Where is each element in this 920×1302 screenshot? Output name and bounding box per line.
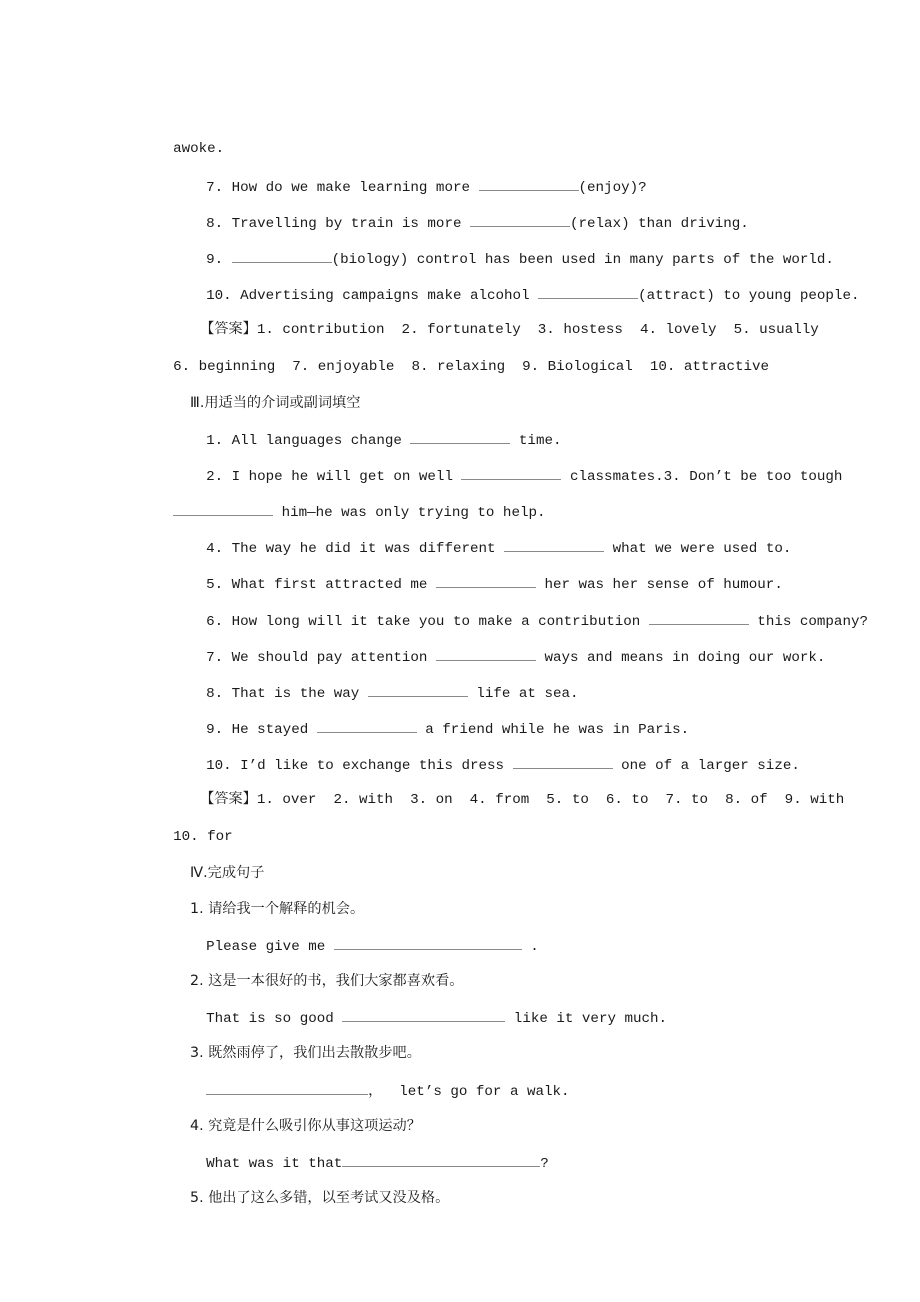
question-text: (relax) than driving. — [570, 216, 749, 232]
answer-blank[interactable] — [479, 176, 579, 191]
answer-text: 6. beginning 7. enjoyable 8. relaxing 9. Biological 10. attractive — [173, 359, 770, 375]
answer-blank[interactable] — [504, 537, 604, 552]
chinese-prompt: 4. 究竟是什么吸引你从事这项运动？ — [190, 1118, 421, 1134]
section-heading: Ⅳ.完成句子 — [190, 865, 265, 881]
question-text: That is so good — [206, 1011, 343, 1027]
answer-blank[interactable] — [342, 1007, 505, 1022]
question-text: this company? — [748, 614, 868, 630]
answer-blank[interactable] — [538, 284, 638, 299]
question-text: 1. All languages change — [206, 433, 411, 449]
chinese-prompt: 1. 请给我一个解释的机会。 — [190, 901, 365, 917]
answer-blank[interactable] — [342, 1152, 540, 1167]
question-text: 4. The way he did it was different — [206, 541, 505, 557]
section-heading: Ⅲ.用适当的介词或副词填空 — [190, 395, 361, 411]
question-text: 7. How do we make learning more — [206, 180, 479, 196]
question-text: a friend while he was in Paris. — [416, 722, 690, 738]
question-text: 7. We should pay attention — [206, 650, 436, 666]
question-text: 2. I hope he will get on well — [206, 469, 462, 485]
question-text: classmates.3. Don’t be too tough — [561, 469, 843, 485]
answer-blank[interactable] — [410, 429, 510, 444]
question-text: 5. What first attracted me — [206, 577, 436, 593]
answer-blank[interactable] — [436, 573, 536, 588]
answer-text: 【答案】1. contribution 2. fortunately 3. hostess 4. lovely 5. usually — [200, 322, 819, 338]
answer-blank[interactable] — [470, 212, 570, 227]
continuation-text: awoke. — [173, 141, 225, 157]
chinese-prompt: 5. 他出了这么多错，以至考试又没及格。 — [190, 1190, 450, 1206]
question-text: him—he was only trying to help. — [273, 505, 546, 521]
question-text: 9. He stayed — [206, 722, 317, 738]
answer-blank[interactable] — [334, 935, 522, 950]
answer-blank[interactable] — [232, 248, 332, 263]
question-text: . — [521, 939, 539, 955]
question-text: ， let’s go for a walk. — [368, 1084, 570, 1100]
question-text: ? — [540, 1156, 549, 1172]
question-text: what we were used to. — [604, 541, 792, 557]
question-text: one of a larger size. — [612, 758, 800, 774]
answer-text: 【答案】1. over 2. with 3. on 4. from 5. to 6. to 7. to 8. of 9. with — [200, 792, 845, 808]
question-text: (attract) to young people. — [638, 288, 860, 304]
answer-blank[interactable] — [461, 465, 561, 480]
answer-blank[interactable] — [368, 682, 468, 697]
chinese-prompt: 2. 这是一本很好的书，我们大家都喜欢看。 — [190, 973, 464, 989]
answer-text: 10. for — [173, 829, 233, 845]
question-text: 10. Advertising campaigns make alcohol — [206, 288, 539, 304]
question-text: 6. How long will it take you to make a contribution — [206, 614, 649, 630]
answer-blank[interactable] — [513, 754, 613, 769]
exercise3-answer-key — [166, 770, 844, 830]
chinese-prompt: 3. 既然雨停了，我们出去散散步吧。 — [190, 1045, 421, 1061]
question-text: (enjoy)? — [578, 180, 647, 196]
question-text: 8. That is the way — [206, 686, 368, 702]
answer-blank[interactable] — [649, 610, 749, 625]
question-text: What was it that — [206, 1156, 343, 1172]
question-text: ways and means in doing our work. — [535, 650, 826, 666]
question-text: time. — [510, 433, 562, 449]
answer-blank[interactable] — [206, 1080, 368, 1095]
question-text: 9. — [206, 252, 232, 268]
answer-blank[interactable] — [173, 501, 273, 516]
question-text: like it very much. — [505, 1011, 668, 1027]
question-text: her was her sense of humour. — [535, 577, 783, 593]
exercise4-question-5-chinese — [172, 1168, 449, 1228]
question-text: 10. I’d like to exchange this dress — [206, 758, 513, 774]
question-text: (biology) control has been used in many parts of the world. — [331, 252, 834, 268]
answer-blank[interactable] — [317, 718, 417, 733]
question-text: life at sea. — [467, 686, 579, 702]
question-text: 8. Travelling by train is more — [206, 216, 470, 232]
answer-blank[interactable] — [436, 646, 536, 661]
question-text: Please give me — [206, 939, 334, 955]
